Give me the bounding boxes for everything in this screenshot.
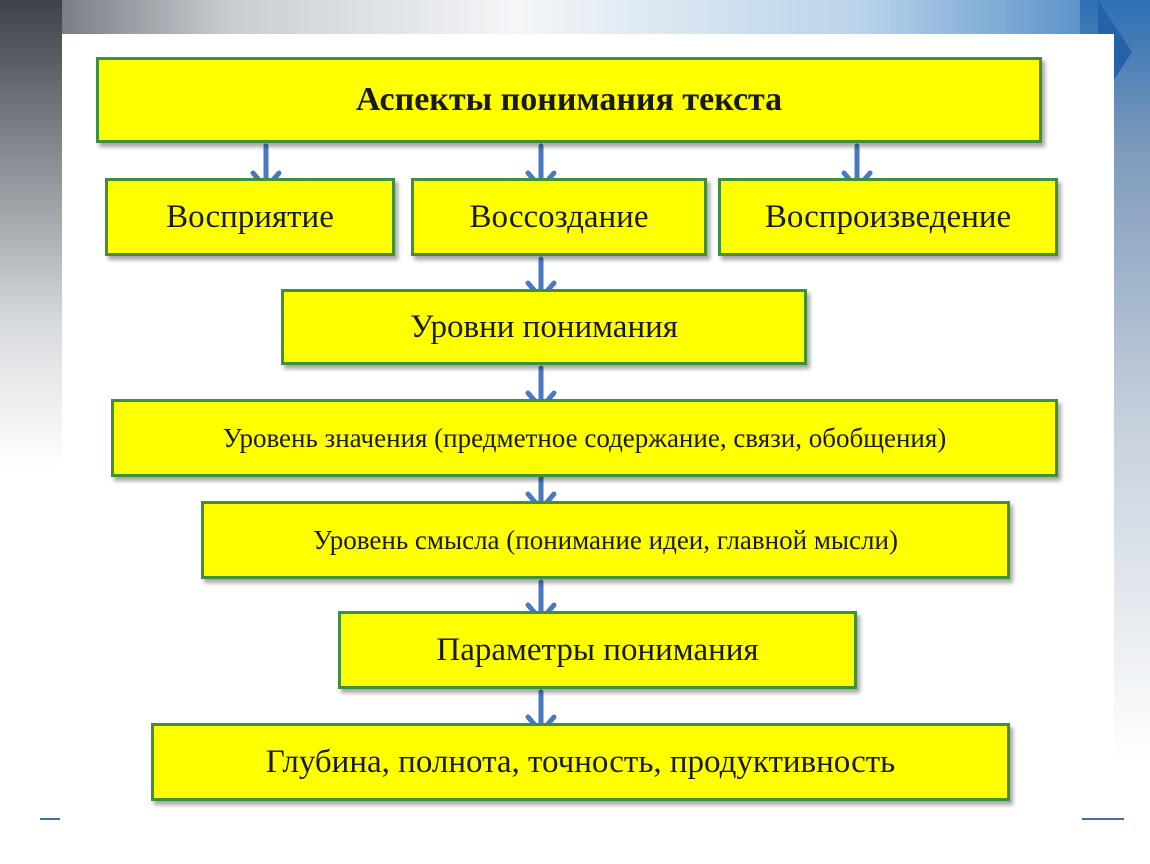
aspect-reproduction: Воспроизведение bbox=[718, 178, 1058, 256]
levels-heading: Уровни понимания bbox=[281, 289, 807, 365]
aspect-recreation: Воссоздание bbox=[411, 178, 707, 256]
parameters-heading: Параметры понимания bbox=[338, 611, 857, 689]
level-meaning: Уровень значения (предметное содержание, связи, обобщения) bbox=[111, 399, 1058, 477]
diagram-title: Аспекты понимания текста bbox=[96, 57, 1042, 143]
aspect-perception: Восприятие bbox=[105, 178, 395, 256]
level-sense: Уровень смысла (понимание идеи, главной мысли) bbox=[201, 501, 1010, 579]
parameters-list: Глубина, полнота, точность, продуктивность bbox=[151, 723, 1010, 801]
